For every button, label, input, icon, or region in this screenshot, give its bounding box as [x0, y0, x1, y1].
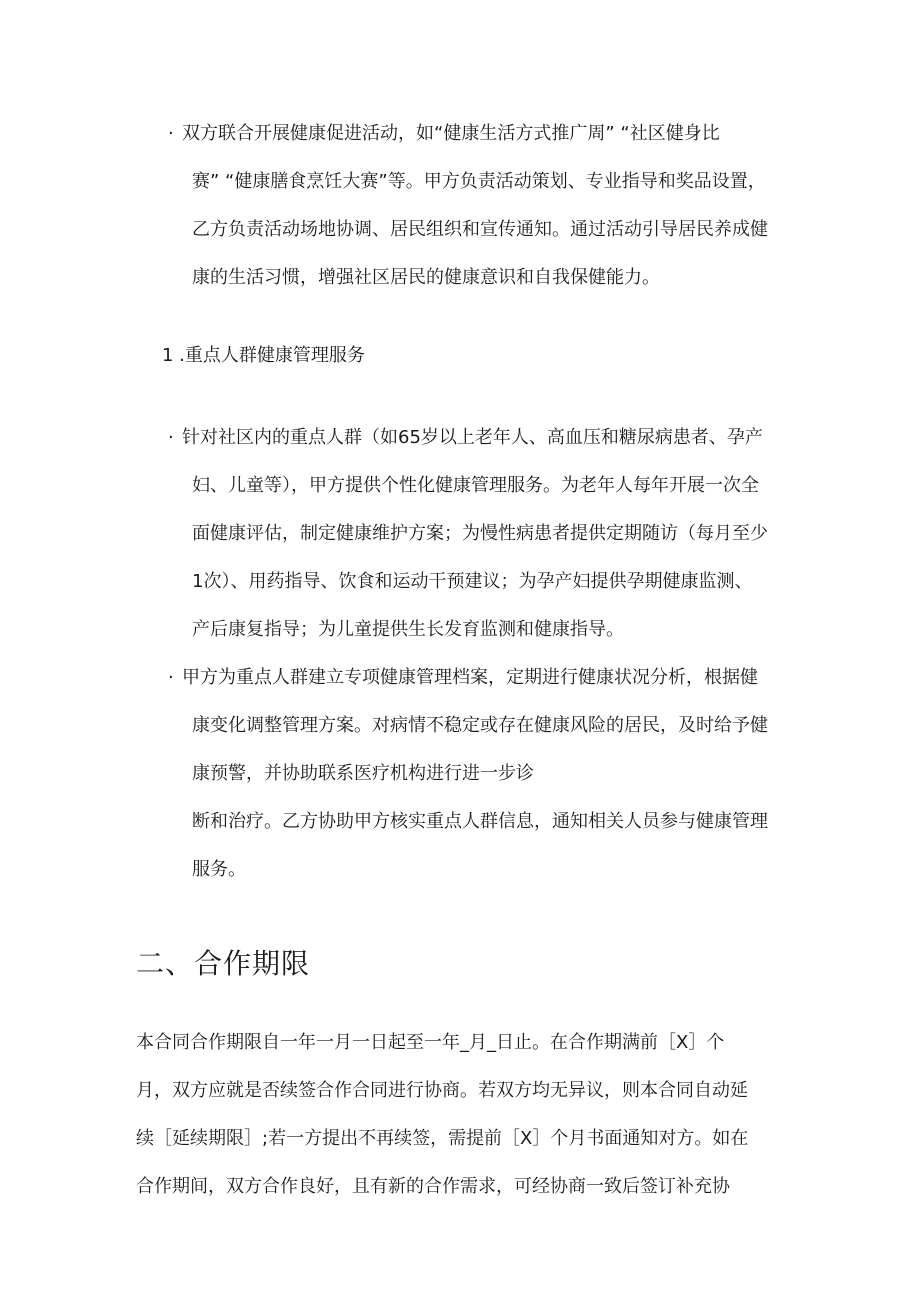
text-line: 康的生活习惯，增强社区居民的健康意识和自我保健能力。	[192, 267, 660, 288]
bullet-dot: ·	[168, 427, 174, 448]
bullet-item-health-records	[168, 654, 788, 894]
text-line: 乙方负责活动场地协调、居民组织和宣传通知。通过活动引导居民养成健	[192, 219, 768, 240]
text-line: 1次）、用药指导、饮食和运动干预建议；为孕产妇提供孕期健康监测、	[192, 571, 753, 592]
section-paragraph-term	[136, 1019, 776, 1211]
text-line: 双方联合开展健康促进活动，如“健康生活方式推广周” “社区健身比	[182, 123, 720, 144]
text-line: 针对社区内的重点人群（如65岁以上老年人、高血压和糖尿病患者、孕产	[182, 427, 763, 448]
bullet-item-key-groups-service	[168, 414, 788, 654]
text-line: 康变化调整管理方案。对病情不稳定或存在健康风险的居民，及时给予健	[192, 715, 768, 736]
bullet-text	[182, 110, 788, 302]
bullet-dot: ·	[168, 667, 174, 688]
text-line: 康预警，并协助联系医疗机构进行进一步诊	[192, 763, 534, 784]
text-line: 甲方为重点人群建立专项健康管理档案，定期进行健康状况分析，根据健	[182, 667, 758, 688]
text-line: 服务。	[192, 859, 246, 880]
bullet-item-health-promotion	[168, 110, 788, 302]
text-line: 断和治疗。乙方协助甲方核实重点人群信息，通知相关人员参与健康管理	[192, 811, 768, 832]
bullet-text	[182, 414, 788, 654]
text-line: 妇、儿童等），甲方提供个性化健康管理服务。为老年人每年开展一次全	[192, 475, 759, 496]
bullet-dot: ·	[168, 123, 174, 144]
text-line: 月，双方应就是否续签合作合同进行协商。若双方均无异议，则本合同自动延	[136, 1080, 748, 1101]
text-line: 产后康复指导；为儿童提供生长发育监测和健康指导。	[192, 619, 624, 640]
text-line: 合作期间，双方合作良好，且有新的合作需求，可经协商一致后签订补充协	[136, 1176, 730, 1197]
text-line: 续［延续期限］;若一方提出不再续签，需提前［X］个月书面通知对方。如在	[136, 1128, 749, 1149]
text-line: 本合同合作期限自一年一月一日起至一年_月_日止。在合作期满前［X］个	[136, 1032, 725, 1053]
bullet-text	[182, 654, 788, 894]
sub-heading-key-groups: 1 .重点人群健康管理服务	[162, 345, 365, 366]
section-heading-term: 二、合作期限	[136, 947, 311, 980]
text-line: 面健康评估，制定健康维护方案；为慢性病患者提供定期随访（每月至少	[192, 523, 768, 544]
text-line: 赛” “健康膳食烹饪大赛”等。甲方负责活动策划、专业指导和奖品设置，	[192, 171, 766, 192]
